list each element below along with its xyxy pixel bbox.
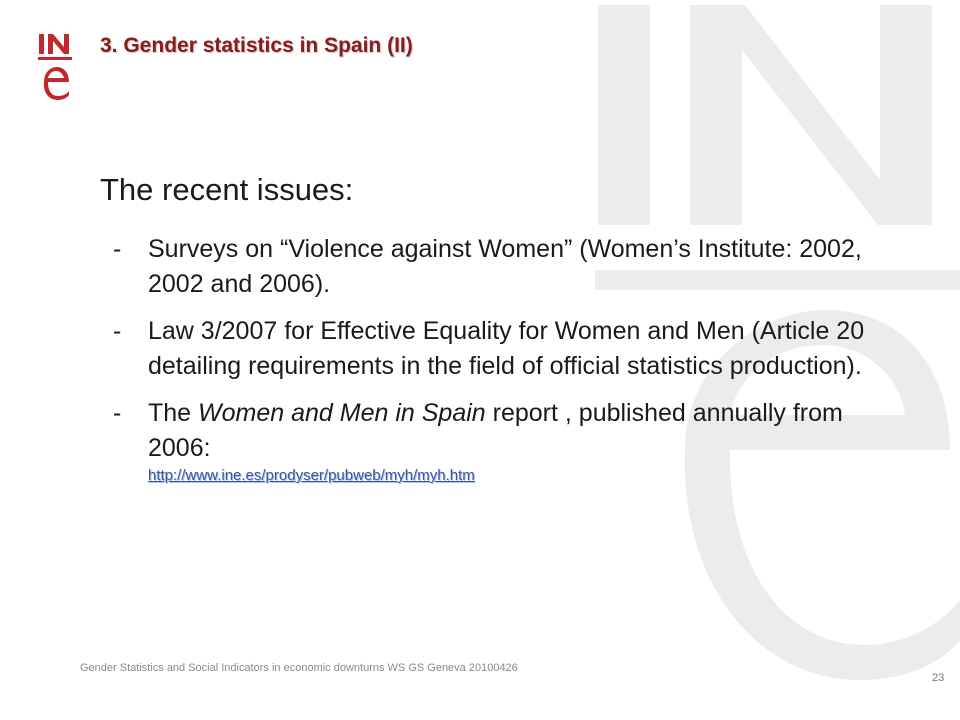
bullet-list <box>113 232 873 498</box>
bullet-item-surveys <box>113 232 873 302</box>
footer-text: Gender Statistics and Social Indicators in economic downturns WS GS Geneva 20100426 <box>80 662 518 674</box>
bullet-text-prefix: The <box>148 399 199 427</box>
bullet-dash: - <box>113 235 122 263</box>
ine-logo <box>38 32 72 104</box>
slide-title: 3. Gender statistics in Spain (II) <box>100 34 413 57</box>
page-number: 23 <box>932 672 945 684</box>
bullet-dash: - <box>113 399 122 427</box>
bullet-text-suffix: report , published annually from 2006: <box>148 399 843 462</box>
section-heading: The recent issues: <box>100 172 354 207</box>
report-title: Women and Men in Spain <box>198 399 486 427</box>
bullet-text: Surveys on “Violence against Women” (Women’s Institute: 2002, 2002 and 2006). <box>148 235 862 298</box>
bullet-dash: - <box>113 317 122 345</box>
report-link[interactable]: http://www.ine.es/prodyser/pubweb/myh/myh.htm <box>148 467 475 484</box>
bullet-item-report <box>113 396 873 486</box>
bullet-item-law <box>113 314 873 384</box>
bullet-text: Law 3/2007 for Effective Equality for Women and Men (Article 20 detailing requirements in the field of official statistics production). <box>148 317 865 380</box>
